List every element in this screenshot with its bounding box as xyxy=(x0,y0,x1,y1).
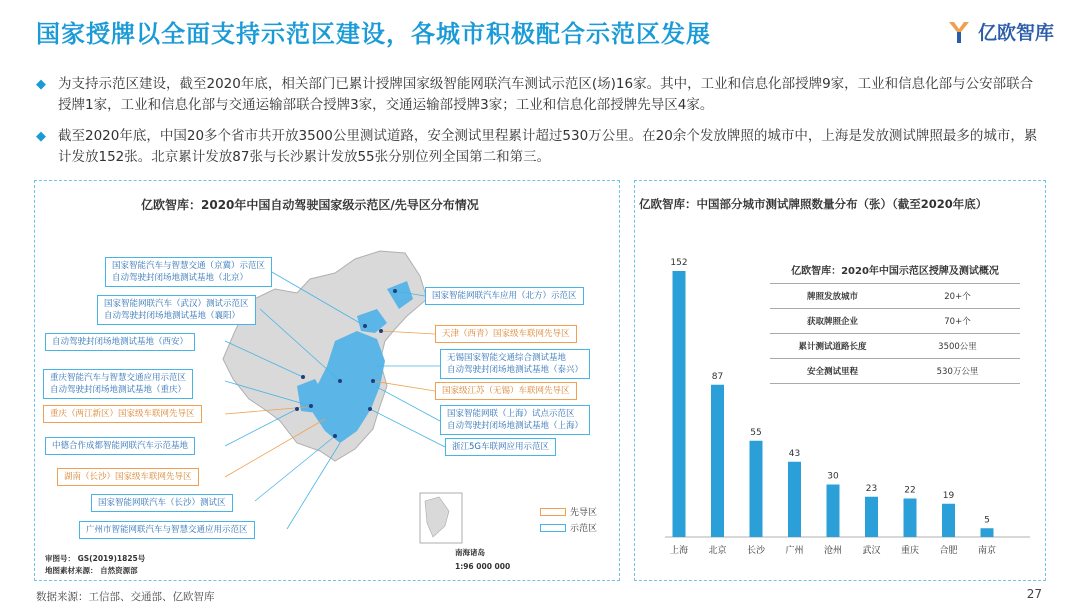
bar xyxy=(865,497,878,537)
bar-value-label: 22 xyxy=(904,485,916,496)
bullet-item xyxy=(36,74,1046,116)
diamond-icon: ◆ xyxy=(36,77,46,92)
map-panel-title: 亿欧智库：2020年中国自动驾驶国家级示范区/先导区分布情况 xyxy=(141,198,479,212)
bar xyxy=(942,504,955,537)
bar-value-label: 19 xyxy=(942,490,955,501)
site-dot xyxy=(379,329,383,333)
summary-value: 3500公里 xyxy=(938,342,977,352)
page-title: 国家授牌以全面支持示范区建设，各城市积极配合示范区发展 xyxy=(36,20,711,48)
category-label: 南京 xyxy=(977,546,997,556)
bar xyxy=(673,271,686,537)
summary-value: 20+个 xyxy=(944,292,971,302)
map-label-liangjiang: 重庆（两江新区）国家级车联网先导区 xyxy=(43,405,202,423)
bar xyxy=(788,462,801,537)
summary-key: 获取牌照企业 xyxy=(806,317,858,327)
summary-title: 亿欧智库：2020年中国示范区授牌及测试概况 xyxy=(791,266,999,277)
chart-panel-title: 亿欧智库：中国部分城市测试牌照数量分布（张）（截至2020年底） xyxy=(639,197,988,211)
summary-table xyxy=(770,262,1020,384)
map-label-jiangsu: 国家级江苏（无锡）车联网先导区 xyxy=(435,382,577,400)
site-dot xyxy=(371,379,375,383)
legend-pilot xyxy=(540,505,597,518)
map-label-wuhan: 国家智能网联汽车（武汉）测试示范区 自动驾驶封闭场地测试基地（襄阳） xyxy=(97,295,256,325)
bar-value-label: 152 xyxy=(670,258,688,268)
map-label-xian: 自动驾驶封闭场地测试基地（西安） xyxy=(45,333,195,351)
logo-text: 亿欧智库 xyxy=(977,22,1054,44)
map-label-north: 国家智能网联汽车应用（北方）示范区 xyxy=(425,287,584,305)
summary-row xyxy=(770,333,1020,358)
bullet-text: 截至2020年底，中国20多个省市共开放3500公里测试道路，安全测试里程累计超过530万公里。在20余个发放牌照的城市中，上海是发放测试牌照最多的城市，累计发放152张。北京累计发放87张与长沙累计发放55张分别位列全国第二和第三。 xyxy=(58,128,1038,165)
legend-label-pilot: 先导区 xyxy=(570,508,598,518)
map-label-chengdu: 中德合作成都智能网联汽车示范基地 xyxy=(45,437,195,455)
legend-label-demo: 示范区 xyxy=(570,524,598,534)
bar xyxy=(711,385,724,537)
map-scale: 1:96 000 000 xyxy=(455,562,511,571)
category-label: 武汉 xyxy=(862,546,881,556)
bar-value-label: 30 xyxy=(827,471,839,482)
brand-logo xyxy=(946,18,1054,45)
bar-value-label: 5 xyxy=(984,515,990,526)
logo-icon xyxy=(946,19,972,45)
bar-value-label: 43 xyxy=(788,448,801,459)
bullet-item xyxy=(36,126,1046,168)
site-dot xyxy=(368,407,372,411)
category-label: 上海 xyxy=(669,546,689,556)
category-label: 合肥 xyxy=(939,546,958,556)
page-number: 27 xyxy=(1026,587,1042,601)
legend-demo xyxy=(540,521,597,534)
category-label: 重庆 xyxy=(900,546,920,556)
map-label-tianjin: 天津（西青）国家级车联网先导区 xyxy=(435,325,577,343)
footer-source: 数据来源：工信部、交通部、亿欧智库 xyxy=(36,591,215,603)
site-dot xyxy=(301,375,305,379)
map-label-chongqing: 重庆智能汽车与智慧交通应用示范区 自动驾驶封闭场地测试基地（重庆） xyxy=(43,369,193,399)
summary-key: 安全测试里程 xyxy=(806,367,858,377)
summary-value: 530万公里 xyxy=(936,367,979,377)
map-label-zhejiang: 浙江5G车联网应用示范区 xyxy=(445,438,556,456)
summary-row xyxy=(770,358,1020,384)
bar xyxy=(981,528,994,537)
summary-key: 累计测试道路长度 xyxy=(798,342,867,352)
summary-row xyxy=(770,308,1020,333)
category-label: 长沙 xyxy=(746,546,766,556)
diamond-icon: ◆ xyxy=(36,129,46,144)
site-dot xyxy=(309,404,313,408)
bullet-text: 为支持示范区建设，截至2020年底，相关部门已累计授牌国家级智能网联汽车测试示范区(场)16家。其中，工业和信息化部授牌9家，工业和信息化部与公安部联合授牌1家，工业和信息化部与交通运输部联合授牌3家，交通运输部授牌3家；工业和信息化部授牌先导区4家。 xyxy=(58,76,1034,113)
site-dot xyxy=(333,434,337,438)
bar xyxy=(827,485,840,538)
legend-swatch-demo xyxy=(540,524,566,532)
site-dot xyxy=(295,407,299,411)
map-note-approval: 审图号： GS(2019)1825号 xyxy=(45,554,146,563)
bullet-list xyxy=(36,74,1046,178)
map-label-hunan: 湖南（长沙）国家级车联网先导区 xyxy=(57,468,199,486)
summary-row xyxy=(770,283,1020,308)
legend-swatch-pilot xyxy=(540,508,566,516)
bar xyxy=(904,499,917,538)
map-panel xyxy=(34,180,620,581)
map-label-jingji: 国家智能汽车与智慧交通（京冀）示范区 自动驾驶封闭场地测试基地（北京） xyxy=(105,257,272,287)
site-dot xyxy=(338,379,342,383)
map-label-wuxi: 无锡国家智能交通综合测试基地 自动驾驶封闭场地测试基地（泰兴） xyxy=(440,349,590,379)
category-label: 广州 xyxy=(785,546,804,556)
bar-value-label: 55 xyxy=(750,427,762,438)
site-dot xyxy=(363,324,367,328)
map-label-guangzhou: 广州市智能网联汽车与智慧交通应用示范区 xyxy=(79,521,255,539)
site-dot xyxy=(393,289,397,293)
bar xyxy=(750,441,763,537)
map-note-source: 地图素材来源： 自然资源部 xyxy=(45,566,138,575)
category-label: 沧州 xyxy=(823,546,843,556)
summary-key: 牌照发放城市 xyxy=(806,292,858,302)
summary-value: 70+个 xyxy=(944,317,971,327)
bar-value-label: 87 xyxy=(711,371,724,382)
inset-label: 南海诸岛 xyxy=(455,548,485,557)
map-label-changsha: 国家智能网联汽车（长沙）测试区 xyxy=(91,494,233,512)
category-label: 北京 xyxy=(708,546,727,556)
map-label-shanghai: 国家智能网联（上海）试点示范区 自动驾驶封闭场地测试基地（上海） xyxy=(440,405,590,435)
bar-value-label: 23 xyxy=(865,483,878,494)
